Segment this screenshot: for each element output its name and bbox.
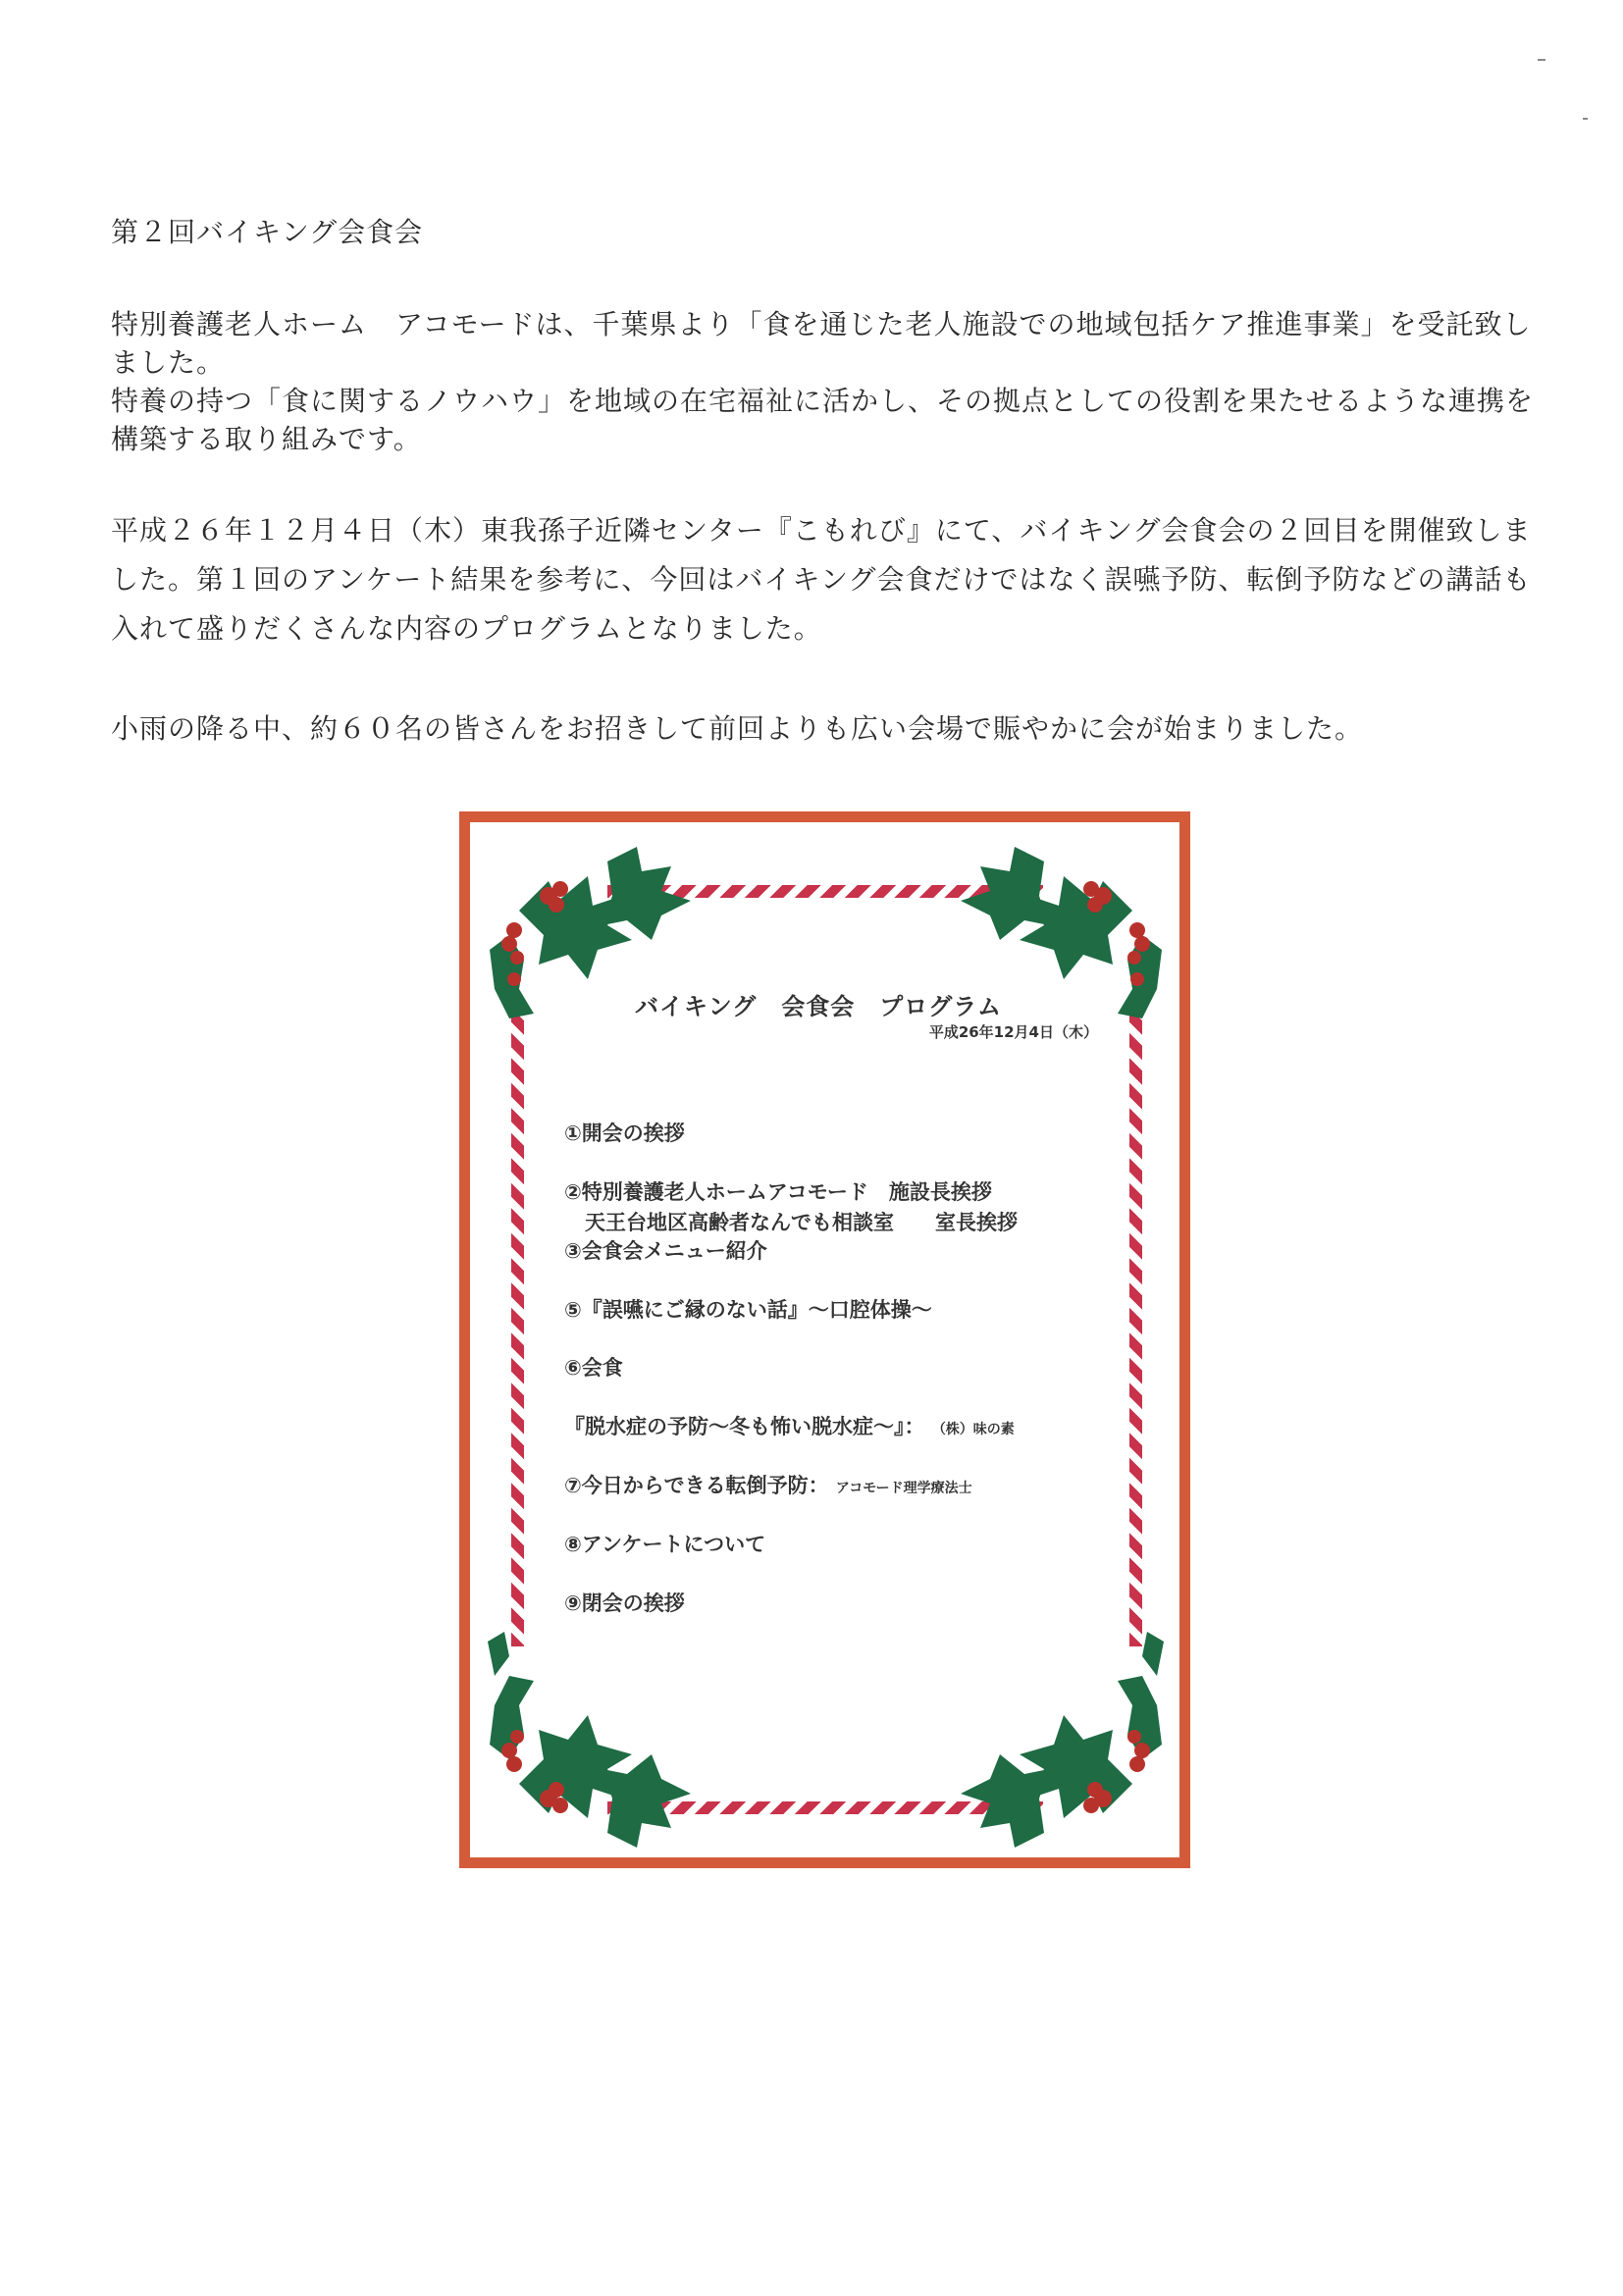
paragraph-3-line-1: 小雨の降る中、約６０名の皆さんをお招きして前回よりも広い会場で賑やかに会が始まりました。 — [111, 712, 1364, 745]
program-item-2-sub: 天王台地区高齢者なんでも相談室 室長挨拶 — [564, 1211, 1018, 1234]
paragraph-1-line-1: 特別養護老人ホーム アコモードは、千葉県より「食を通じた老人施設での地域包括ケア推進事業」を受託致し — [111, 308, 1532, 340]
program-item-3: ③会食会メニュー紹介 — [564, 1239, 767, 1263]
program-item-5: ⑤『誤嚥にご縁のない話』～口腔体操～ — [564, 1298, 932, 1322]
document-title: 第２回バイキング会食会 — [111, 216, 424, 248]
program-flyer — [459, 811, 1190, 1868]
paragraph-2-line-2: した。第１回のアンケート結果を参考に、今回はバイキング会食だけではなく誤嚥予防、転倒予防などの講話も — [111, 563, 1532, 596]
paragraph-1-line-4: 構築する取り組みです。 — [111, 423, 422, 455]
program-item-2: ②特別養護老人ホームアコモード 施設長挨拶 — [564, 1180, 992, 1204]
program-item-7-speaker: アコモード理学療法士 — [835, 1481, 972, 1496]
program-item-6-talk-title: 『脱水症の予防～冬も怖い脱水症～』： — [564, 1415, 925, 1438]
program-item-7 — [564, 1470, 972, 1499]
paragraph-1-line-2: ました。 — [111, 346, 226, 379]
paragraph-2-line-3: 入れて盛りだくさんな内容のプログラムとなりました。 — [111, 612, 822, 645]
holly-icon — [946, 1627, 1172, 1852]
program-item-6-speaker: （株）味の素 — [931, 1422, 1015, 1437]
paragraph-1-line-3: 特養の持つ「食に関するノウハウ」を地域の在宅福祉に活かし、その拠点としての役割を果たせるような連携を — [111, 385, 1535, 417]
candy-cane-border-left — [511, 999, 524, 1646]
program-item-6: ⑥会食 — [564, 1356, 623, 1380]
program-item-1: ①開会の挨拶 — [564, 1122, 685, 1145]
scan-mark — [1583, 118, 1588, 120]
program-item-9: ⑨閉会の挨拶 — [564, 1592, 685, 1615]
program-item-8: ⑧アンケートについて — [564, 1533, 766, 1556]
program-item-7-title: ⑦今日からできる転倒予防： — [564, 1474, 829, 1497]
holly-icon — [480, 1627, 706, 1852]
candy-cane-border-right — [1129, 999, 1142, 1646]
program-item-6-talk — [564, 1411, 1015, 1440]
program-title: バイキング 会食会 プログラム — [634, 993, 1003, 1020]
flyer-inner — [470, 822, 1179, 1857]
scan-mark — [1538, 59, 1545, 61]
program-date: 平成26年12月4日（木） — [928, 1023, 1098, 1041]
paragraph-2-line-1: 平成２６年１２月４日（木）東我孫子近隣センター『こもれび』にて、バイキング会食会の２回目を開催致しま — [111, 514, 1532, 547]
